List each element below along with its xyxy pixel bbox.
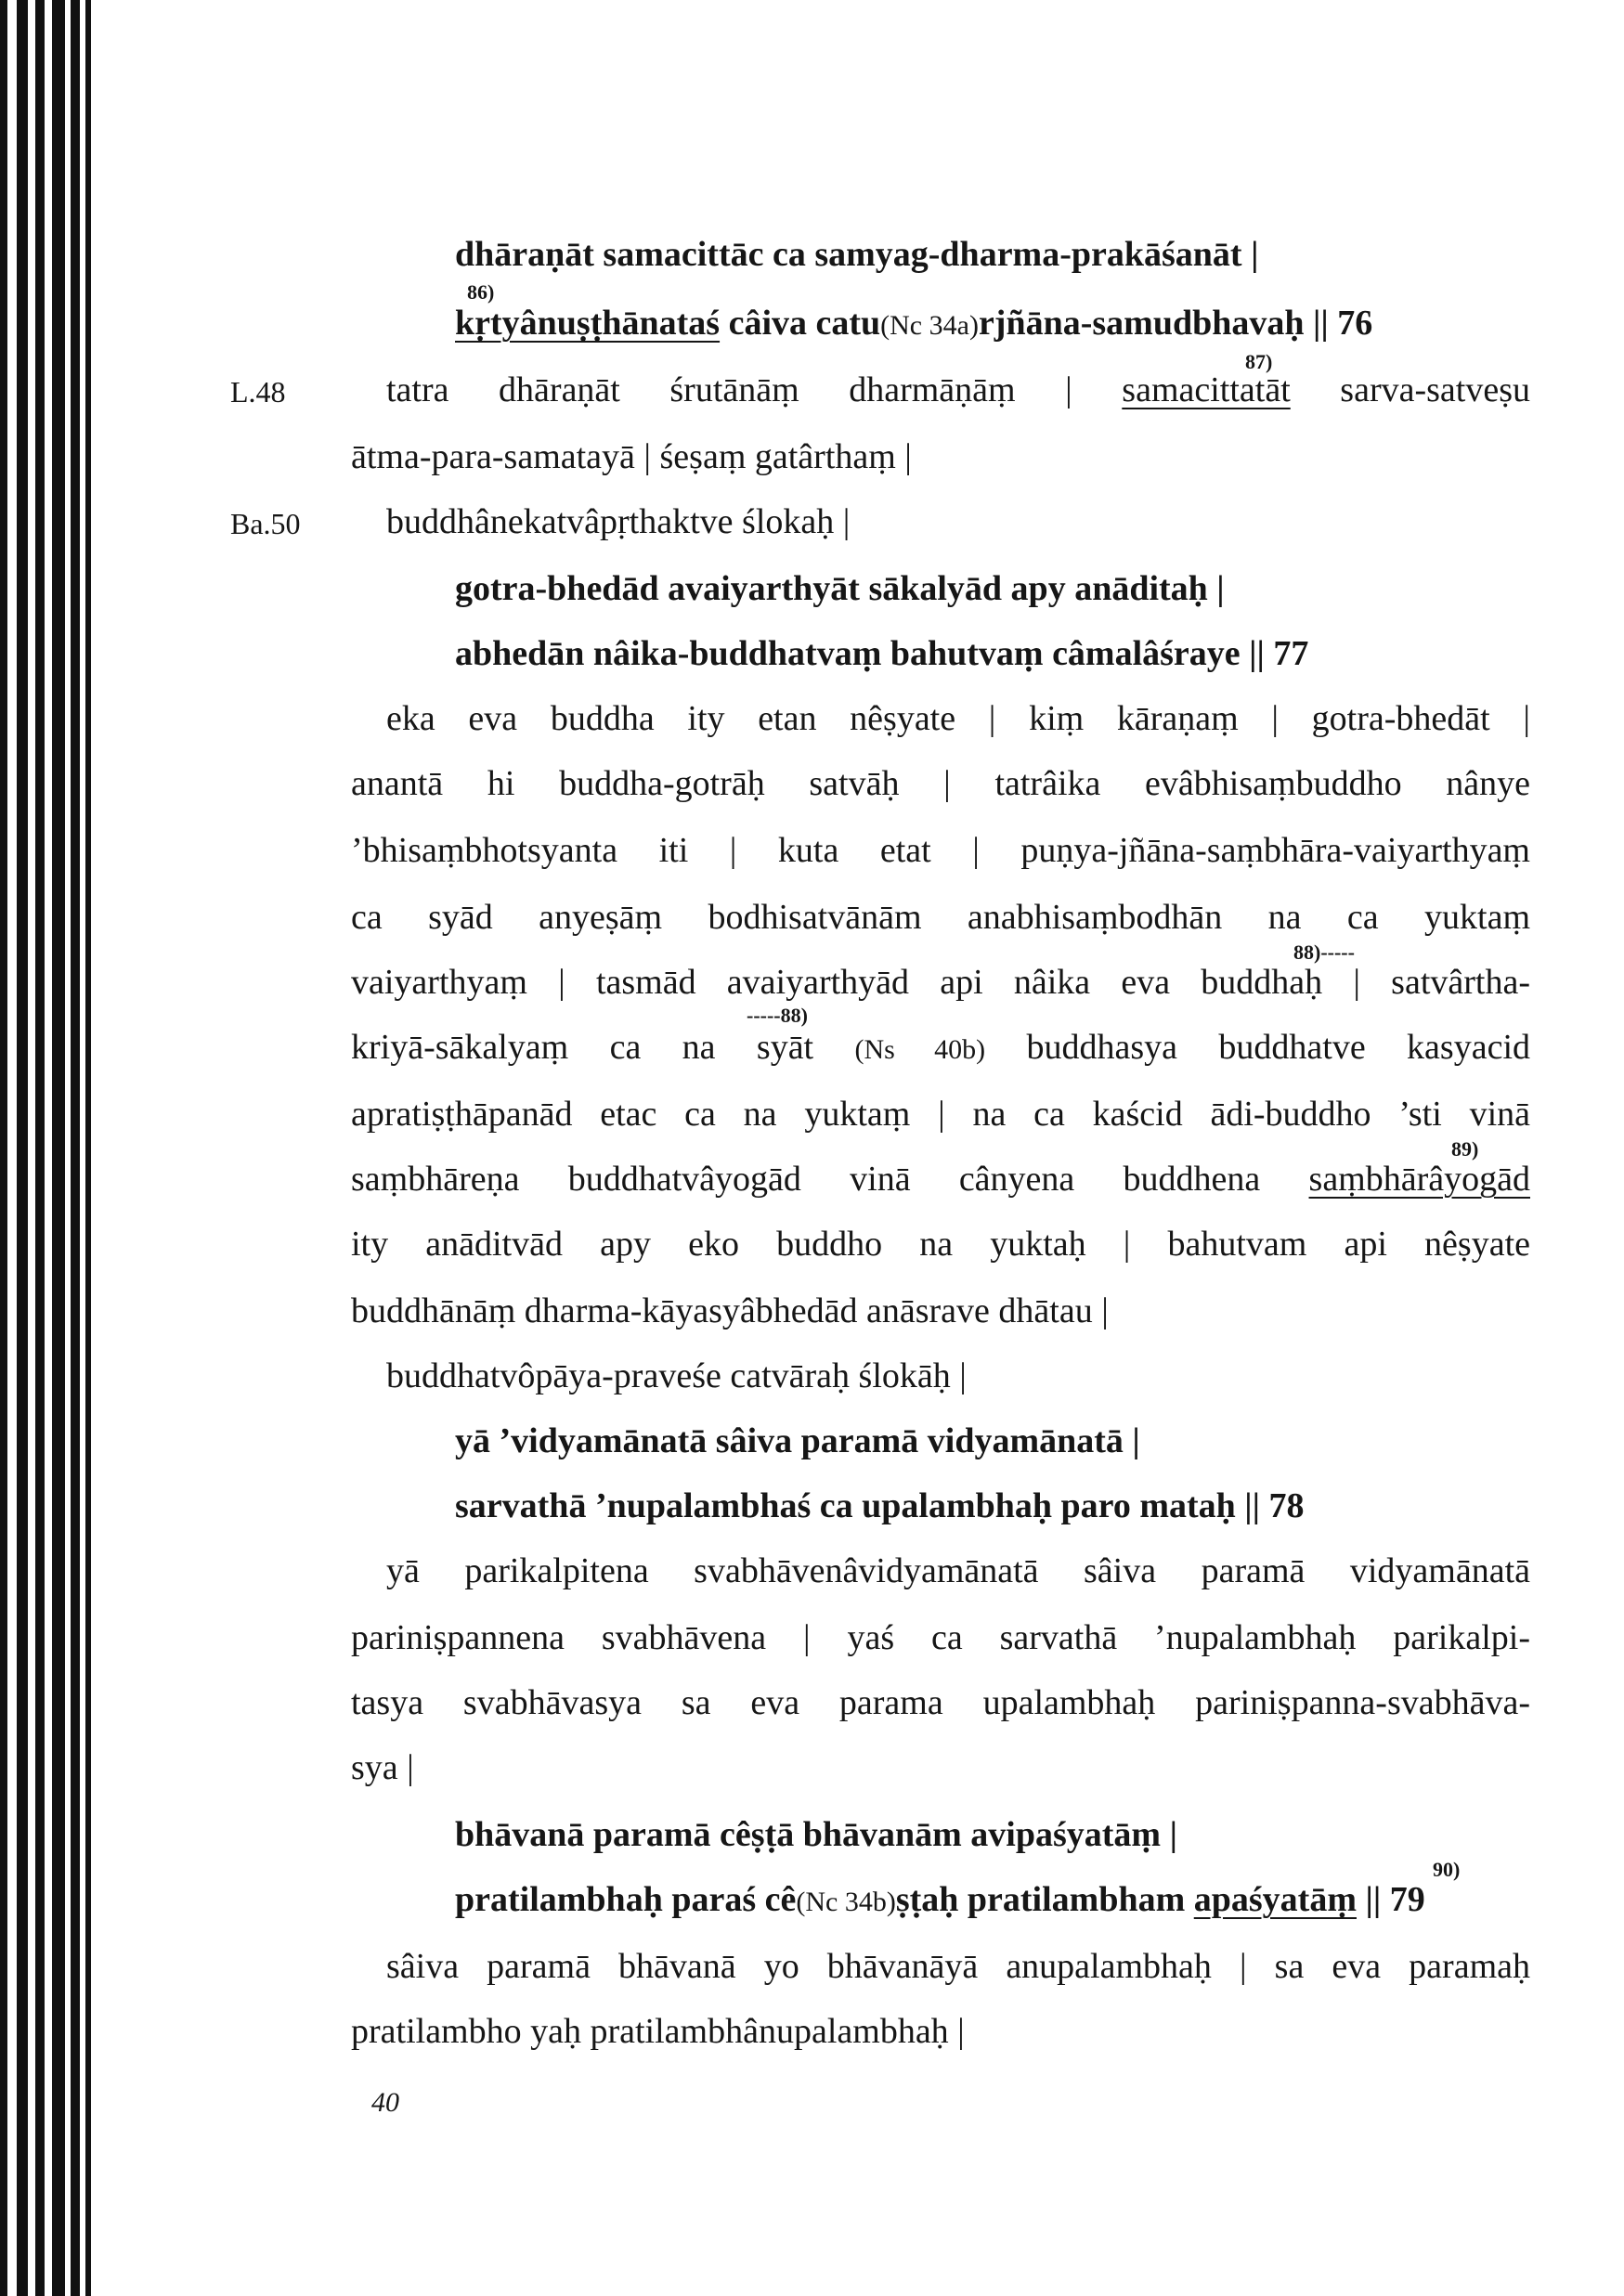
section-heading: buddhânekatvâpṛthaktve ślokaḥ | — [386, 502, 851, 541]
commentary-line: tasya svabhāvasya sa eva parama upalambhaḥ pariniṣpanna-svabhāva- — [351, 1683, 1530, 1722]
section-heading: buddhatvôpāya-praveśe catvāraḥ ślokāḥ | — [386, 1356, 967, 1395]
commentary-line: vaiyarthyaṃ | tasmād avaiyarthyād api nâika eva buddhaḥ | satvârtha- — [351, 963, 1530, 1002]
verse-line: gotra-bhedād avaiyarthyāt sākalyād apy anāditaḥ | — [455, 569, 1225, 608]
commentary-line: ’bhisaṃbhotsyanta iti | kuta etat | puṇya-jñāna-saṃbhāra-vaiyarthyaṃ — [351, 831, 1530, 870]
commentary-line: apratiṣṭhāpanād etac ca na yuktaṃ | na ca kaścid ādi-buddho ’sti vinā — [351, 1095, 1530, 1134]
footnote-marker: 87) — [1245, 350, 1273, 373]
commentary-line: ity anāditvād apy eko buddho na yuktaḥ | bahutvam api nêṣyate — [351, 1225, 1530, 1264]
commentary-line: pariniṣpannena svabhāvena | yaś ca sarvathā ’nupalambhaḥ parikalpi- — [351, 1618, 1530, 1657]
footnote-marker: 90) — [1433, 1858, 1461, 1881]
commentary-line: anantā hi buddha-gotrāḥ satvāḥ | tatrâika evâbhisaṃbuddho nânye — [351, 764, 1530, 803]
commentary-line: sâiva paramā bhāvanā yo bhāvanāyā anupalambhaḥ | sa eva paramaḥ — [386, 1947, 1530, 1986]
page-number: 40 — [371, 2087, 399, 2118]
footnote-marker: 86) — [467, 280, 495, 304]
verse-line: sarvathā ’nupalambhaś ca upalambhaḥ paro mataḥ || 78 — [455, 1486, 1305, 1525]
commentary-line: saṃbhāreṇa buddhatvâyogād vinā cânyena buddhena saṃbhārâyogād — [351, 1160, 1530, 1199]
verse-line: yā ’vidyamānatā sâiva paramā vidyamānatā | — [455, 1421, 1140, 1460]
commentary-line: sya | — [351, 1748, 414, 1787]
verse-line: kṛtyânuṣṭhānataś câiva catu(Nc 34a)rjñāna-samudbhavaḥ || 76 — [455, 304, 1373, 343]
commentary-line: yā parikalpitena svabhāvenâvidyamānatā sâiva paramā vidyamānatā — [386, 1551, 1530, 1590]
commentary-line: buddhānāṃ dharma-kāyasyâbhedād anāsrave dhātau | — [351, 1291, 1109, 1330]
scan-binding-edge — [0, 0, 93, 2296]
verse-line: abhedān nâika-buddhatvaṃ bahutvaṃ câmalâśraye || 77 — [455, 634, 1309, 673]
commentary-line: eka eva buddha ity etan nêṣyate | kiṃ kāraṇaṃ | gotra-bhedāt | — [386, 699, 1530, 738]
commentary-line: kriyā-sākalyaṃ ca na syāt (Ns 40b) buddhasya buddhatve kasyacid — [351, 1028, 1530, 1067]
commentary-line: tatra dhāraṇāt śrutānāṃ dharmāṇāṃ | samacittatāt sarva-satveṣu — [386, 370, 1531, 409]
commentary-line: ca syād anyeṣāṃ bodhisatvānām anabhisaṃbodhān na ca yuktaṃ — [351, 898, 1530, 937]
verse-line: bhāvanā paramā cêṣṭā bhāvanām avipaśyatāṃ | — [455, 1815, 1177, 1854]
footnote-marker: 89) — [1451, 1137, 1479, 1161]
verse-line: pratilambhaḥ paraś cê(Nc 34b)ṣṭaḥ pratilambham apaśyatāṃ || 79 — [455, 1880, 1425, 1919]
footnote-marker: -----88) — [747, 1004, 808, 1027]
commentary-line: pratilambho yaḥ pratilambhânupalambhaḥ | — [351, 2012, 965, 2051]
commentary-line: ātma-para-samatayā | śeṣaṃ gatârthaṃ | — [351, 437, 912, 476]
margin-ref-l48: L.48 — [230, 375, 286, 409]
margin-ref-ba50: Ba.50 — [230, 507, 301, 540]
verse-line: dhāraṇāt samacittāc ca samyag-dharma-prakāśanāt | — [455, 235, 1259, 274]
footnote-marker: 88)----- — [1293, 940, 1355, 964]
